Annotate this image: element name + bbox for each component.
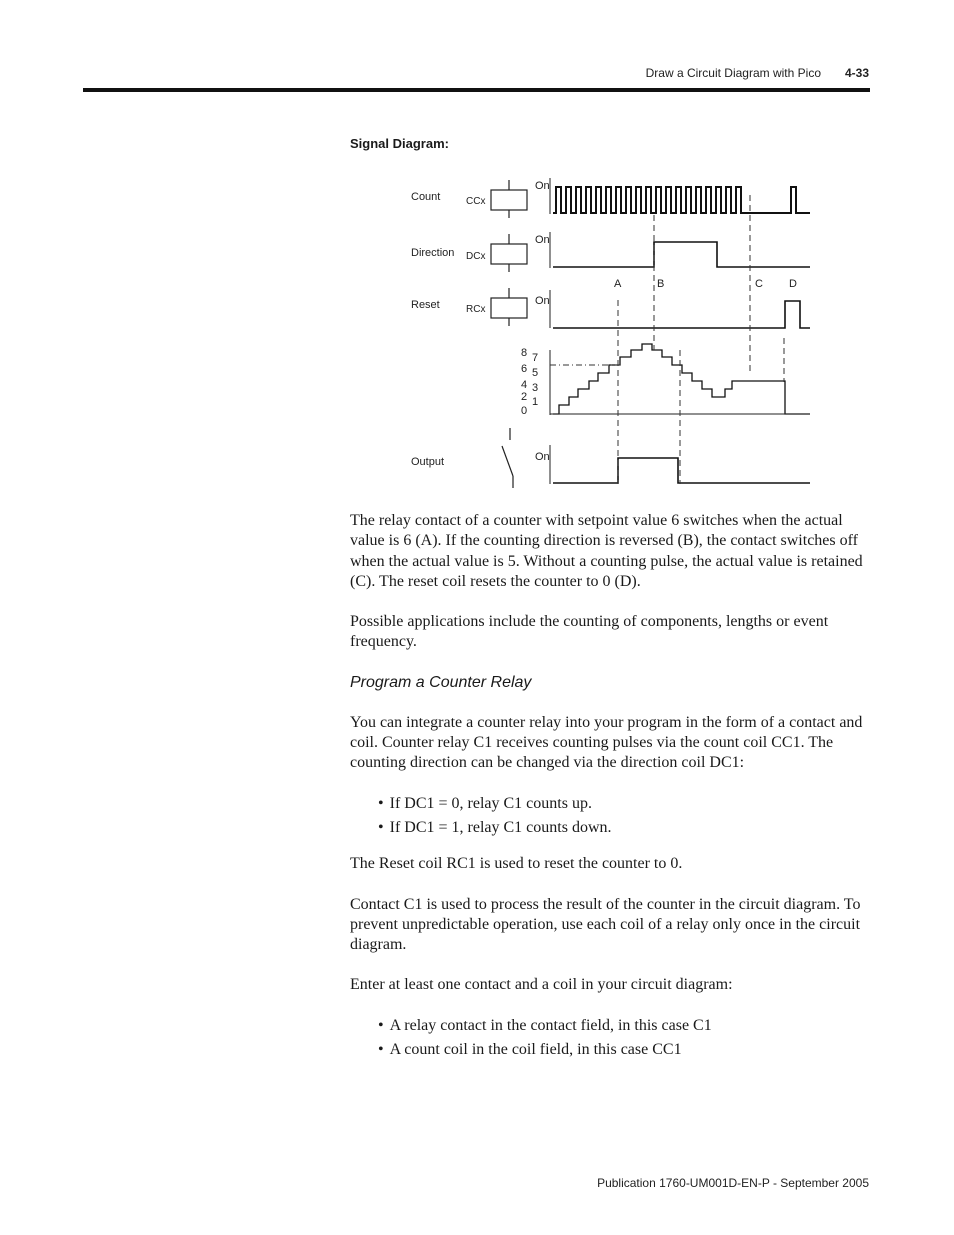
row-label-reset: Reset	[411, 299, 440, 311]
value-scale	[521, 347, 538, 417]
bullet-list-direction	[350, 794, 870, 839]
paragraph-5: Contact C1 is used to process the result of the counter in the circuit diagram. To prevent unpredictable operation, use each coil of a relay only once in the circuit diagram.	[350, 895, 861, 954]
page-number: 4-33	[845, 66, 870, 80]
row-label-output: Output	[411, 456, 445, 468]
row-label-direction: Direction	[411, 247, 455, 259]
direction-signal	[553, 242, 810, 267]
marker-label-a: A	[614, 278, 622, 290]
coil-label-rcx: RCx	[466, 304, 486, 315]
count-signal	[553, 187, 810, 213]
svg-text:3: 3	[532, 382, 539, 394]
svg-text:8: 8	[521, 347, 528, 359]
coil-label-ccx: CCx	[466, 196, 486, 207]
on-label-reset: On	[535, 295, 550, 307]
row-label-count: Count	[411, 191, 441, 203]
svg-text:1: 1	[532, 396, 539, 408]
svg-text:7: 7	[532, 352, 539, 364]
contact-symbol-output	[502, 428, 513, 488]
reset-signal	[553, 301, 810, 328]
section-subheading: Program a Counter Relay	[350, 673, 532, 691]
bullet-list-entries	[350, 1016, 870, 1061]
list-item: • A relay contact in the contact field, in this case C1	[378, 1016, 870, 1036]
output-signal	[553, 458, 810, 483]
marker-label-b: B	[657, 278, 665, 290]
svg-text:6: 6	[521, 363, 528, 375]
coil-label-dcx: DCx	[466, 251, 486, 262]
on-label-output: On	[535, 451, 550, 463]
signal-diagram	[0, 0, 954, 500]
svg-text:4: 4	[521, 379, 528, 391]
on-label-count: On	[535, 180, 550, 192]
publication-footer: Publication 1760-UM001D-EN-P - September 2005	[597, 1176, 869, 1190]
running-header: Draw a Circuit Diagram with Pico	[645, 66, 821, 80]
marker-label-d: D	[789, 278, 797, 290]
figure-caption: Signal Diagram:	[350, 136, 449, 151]
marker-lines	[618, 195, 784, 484]
list-item: • If DC1 = 1, relay C1 counts down.	[378, 818, 870, 838]
paragraph-3: You can integrate a counter relay into your program in the form of a contact and coil. Counter relay C1 receives counting pulses via the count coil CC1. The counting direction can be changed via the direction coil DC1:	[350, 713, 863, 772]
svg-text:0: 0	[521, 405, 528, 417]
marker-label-c: C	[755, 278, 763, 290]
counter-value-curve	[553, 344, 810, 414]
list-item: • If DC1 = 0, relay C1 counts up.	[378, 794, 870, 814]
on-label-direction: On	[535, 234, 550, 246]
paragraph-1: The relay contact of a counter with setpoint value 6 switches when the actual value is 6 (A). If the counting direction is reversed (B), the contact switches off when the actual value is 5. Without a counting pulse, the actual value is retained (C). The reset coil resets the counter to 0 (D).	[350, 512, 863, 590]
svg-text:2: 2	[521, 391, 528, 403]
coil-symbol-ccx	[491, 180, 527, 218]
list-item: • A count coil in the coil field, in this case CC1	[378, 1040, 870, 1060]
coil-symbol-rcx	[491, 288, 527, 326]
paragraph-2: Possible applications include the counting of components, lengths or event frequency.	[350, 613, 829, 651]
body-text	[350, 511, 870, 1076]
svg-text:5: 5	[532, 367, 539, 379]
paragraph-4: The Reset coil RC1 is used to reset the counter to 0.	[350, 855, 683, 873]
coil-symbol-dcx	[491, 234, 527, 272]
paragraph-6: Enter at least one contact and a coil in your circuit diagram:	[350, 976, 733, 994]
